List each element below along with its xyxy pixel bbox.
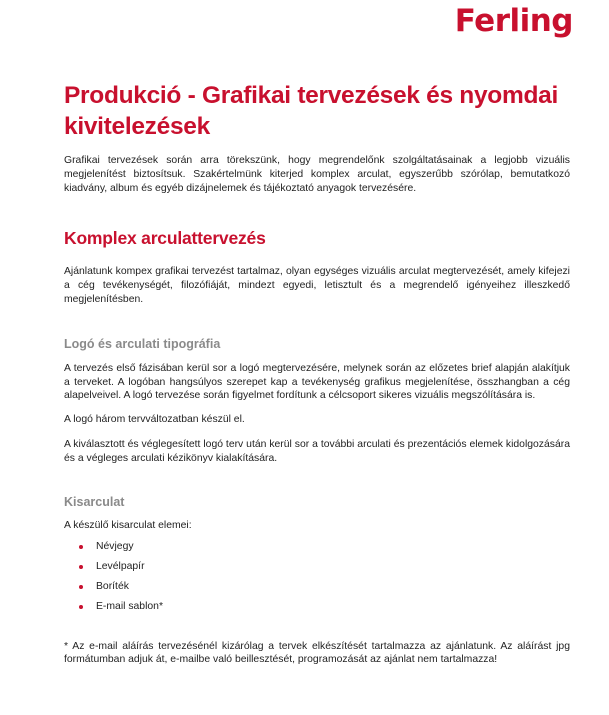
- list-item-label: Névjegy: [96, 541, 134, 553]
- list-item-label: E-mail sablon*: [96, 600, 163, 612]
- list-item-label: Levélpapír: [96, 561, 145, 573]
- intro-paragraph: Grafikai tervezések során arra törekszünk, hogy megrendelőnk szolgáltatásainak a legjobb vizuális megjelenítést biztosítsuk. Szakértelmünk kiterjed komplex arculat, egyszerűbb szórólap, bemutatkozó kiadvány, album és egyéb dizájnelemek és tájékoztató anyagok tervezésére.: [64, 155, 570, 194]
- list-item: [78, 600, 570, 614]
- bullet-icon: [79, 585, 83, 589]
- section-heading-arculattervezes: Komplex arculattervezés: [64, 228, 266, 249]
- list-item: [78, 580, 570, 594]
- bullet-icon: [79, 605, 83, 609]
- list-item-label: Boríték: [96, 580, 129, 592]
- document-body: [64, 80, 570, 667]
- ferling-logo: Ferling: [454, 3, 573, 39]
- kisarculat-list: [64, 540, 570, 613]
- section-paragraph: Ajánlatunk kompex grafikai tervezést tartalmaz, olyan egységes vizuális arculat megtervezését, amely kifejezi a cég tevékenységét, filozófiáját, mindezt egyedi, letisztult és a megrendelő igényeihez illeszkedő megjelenítésben.: [64, 266, 570, 305]
- subheading-kisarculat: Kisarculat: [64, 494, 125, 509]
- bullet-icon: [79, 545, 83, 549]
- logo-paragraph-3: A kiválasztott és véglegesített logó terv után kerül sor a további arculati és prezentációs elemek kidolgozására és a végleges arculati kézikönyv kialakítására.: [64, 438, 570, 464]
- list-item: [78, 540, 570, 554]
- logo-paragraph-2: A logó három tervváltozatban készül el.: [64, 414, 245, 426]
- list-item: [78, 560, 570, 574]
- page-title: Produkció - Grafikai tervezések és nyomdai kivitelezések: [64, 82, 558, 140]
- subheading-logo: Logó és arculati tipográfia: [64, 336, 221, 351]
- footnote: * Az e-mail aláírás tervezésénél kizárólag a tervek elkészítését tartalmazza az ajánlatunk. Az aláírást jpg formátumban adjuk át, e-mailbe való beillesztését, programozását az ajánlat nem tartalmazza!: [64, 640, 570, 666]
- bullet-icon: [79, 565, 83, 569]
- kisarculat-intro: A készülő kisarculat elemei:: [64, 519, 192, 531]
- logo-paragraph-1: A tervezés első fázisában kerül sor a logó megtervezésére, melynek során az előzetes brief alapján alakítjuk a terveket. A logóban hangsúlyos szerepet kap a tevékenység grafikus megjelenítése, összhangban a cég alapelveivel. A logó tervezése során figyelmet fordítunk a célcsoport sikeres vizuális megszólítására is.: [64, 362, 570, 402]
